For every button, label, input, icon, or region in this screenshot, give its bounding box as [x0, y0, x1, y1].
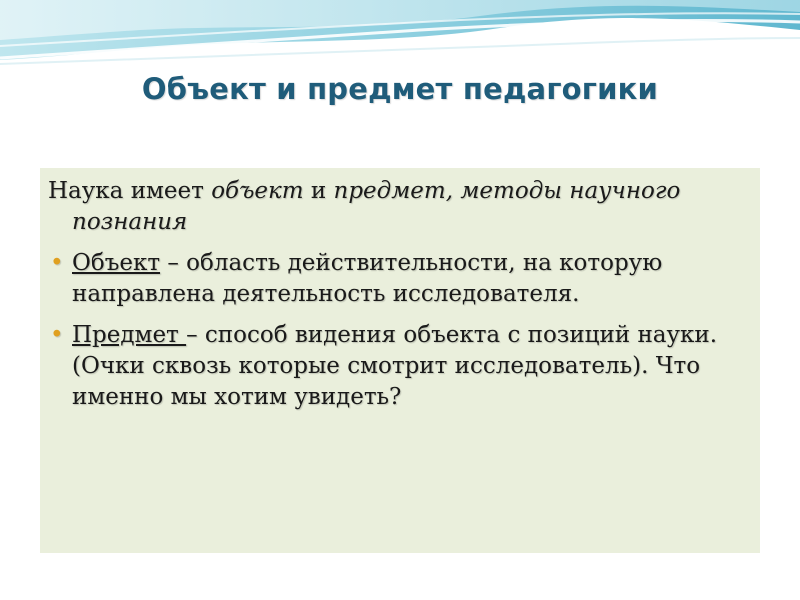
bullet-subject [48, 320, 748, 413]
term-subject: Предмет [72, 322, 187, 348]
term-object: Объект [72, 250, 161, 276]
intro-text-2: и [303, 178, 334, 204]
wave-header-decoration [0, 0, 800, 70]
definition-object: – область действительности, на которую направлена деятельность исследователя. [72, 250, 663, 307]
intro-paragraph [48, 176, 748, 238]
bullet-dot-icon: • [50, 322, 64, 348]
definition-subject: – способ видения объекта с позиций науки.(Очки сквозь которые смотрит исследователь). Что именно мы хотим увидеть? [72, 322, 718, 410]
page-title: Объект и предмет педагогики [141, 72, 659, 106]
intro-text-1: Наука имеет [48, 178, 212, 204]
bullet-dot-icon: • [50, 250, 64, 276]
content-text [48, 176, 748, 423]
intro-italic-1: объект [211, 178, 304, 204]
intro-italic-2: предмет, методы научного познания [72, 178, 681, 235]
bullet-object [48, 248, 748, 310]
